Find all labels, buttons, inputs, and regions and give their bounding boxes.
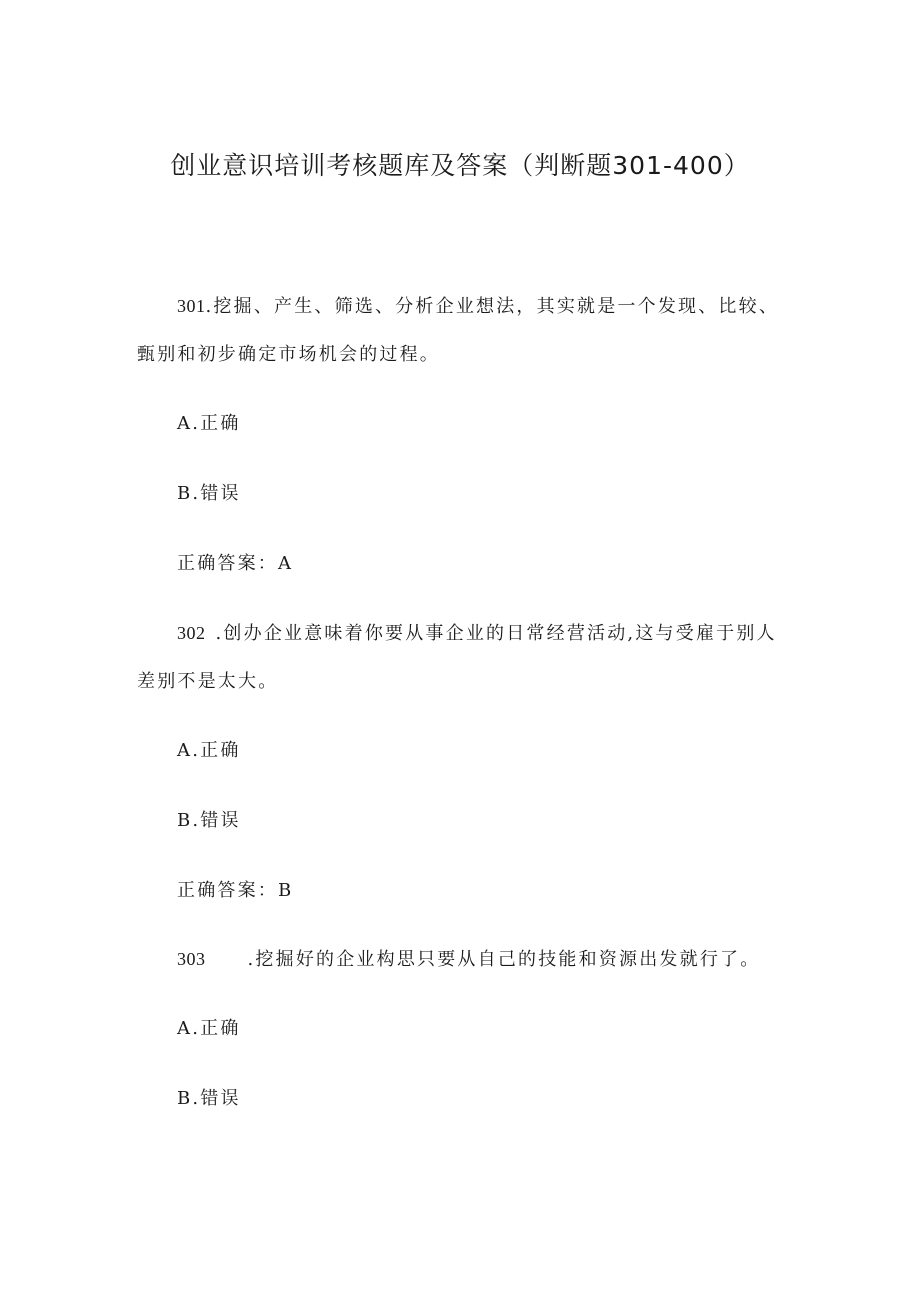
question-separator: . [247, 949, 256, 970]
option-a: A.正确 [177, 1018, 241, 1039]
question-text: 创办企业意味着你要从事企业的日常经营活动,这与受雇于别人 [223, 623, 777, 644]
option-b: B.错误 [177, 483, 241, 504]
correct-answer: 正确答案：A [177, 553, 294, 574]
question-text: 挖掘好的企业构思只要从自己的技能和资源出发就行了。 [255, 949, 761, 970]
option-a: A.正确 [177, 413, 241, 434]
option-a: A.正确 [177, 740, 241, 761]
question-text: 挖掘、产生、筛选、分析企业想法，其实就是一个发现、比较、 [213, 296, 780, 317]
option-b: B.错误 [177, 1088, 241, 1109]
question-number: 302 [177, 623, 206, 643]
option-b: B.错误 [177, 810, 241, 831]
question-number: 303 [177, 949, 206, 969]
question-text-line [177, 945, 760, 971]
correct-answer: 正确答案：B [177, 880, 294, 901]
question-separator: . [205, 296, 214, 317]
question-separator: . [215, 623, 224, 644]
question-text-line [177, 619, 777, 645]
question-text-line [177, 292, 779, 318]
question-number: 301 [177, 296, 206, 316]
document-title: 创业意识培训考核题库及答案（判断题301-400） [170, 151, 750, 180]
question-text-continued: 甄别和初步确定市场机会的过程。 [137, 344, 440, 365]
question-text-continued: 差别不是太大。 [137, 671, 279, 692]
